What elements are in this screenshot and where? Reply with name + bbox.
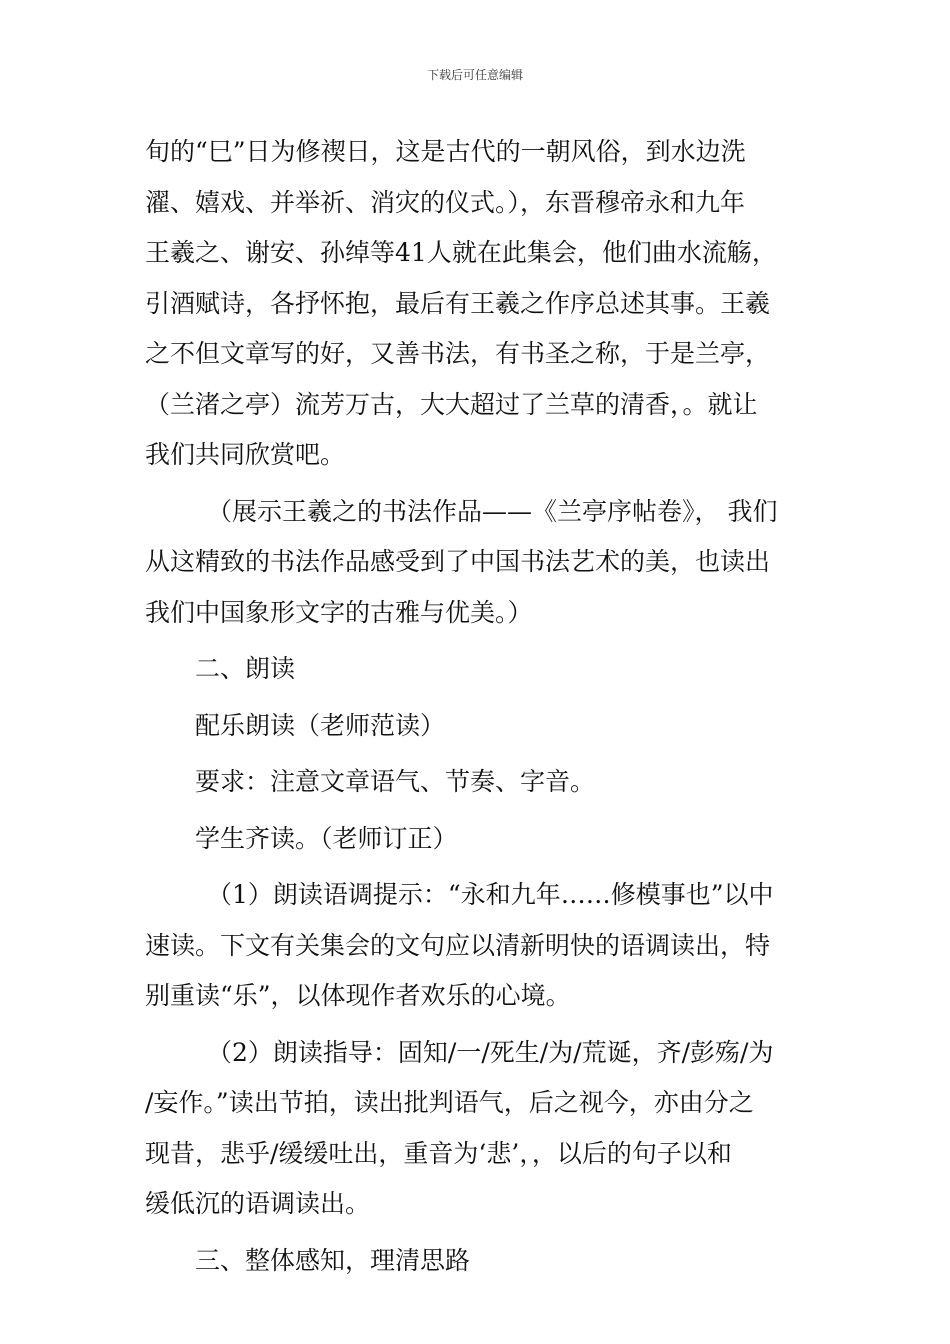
text-line: 王羲之、谢安、孙绰等41人就在此集会，他们曲水流觞， <box>145 238 777 267</box>
section-heading: 三、整体感知，理清思路 <box>195 1245 471 1275</box>
text-line: （1）朗读语调提示：“永和九年……修模事也”以中 <box>207 880 774 909</box>
text-line: （2）朗读指导：固知/一/死生/为/荒诞，齐/彭殇/为 <box>207 1037 774 1067</box>
text-line: 缓低沉的语调读出。 <box>145 1189 371 1218</box>
text-line: 我们中国象形文字的古雅与优美。） <box>145 597 533 627</box>
text-line: 濯、嬉戏、并举祈、消灾的仪式。），东晋穆帝永和九年 <box>145 187 746 217</box>
text-line: 引酒赋诗，各抒怀抱，最后有王羲之作序总述其事。王羲 <box>145 288 771 318</box>
text-line: 配乐朗读（老师范读） <box>195 710 446 740</box>
text-line: 我们共同欣赏吧。 <box>145 440 346 469</box>
section-heading: 二、朗读 <box>195 654 296 683</box>
text-line: 之不但文章写的好，又善书法，有书圣之称，于是兰亭， <box>145 339 771 368</box>
text-line: （展示王羲之的书法作品——《兰亭序帖卷》， 我们 <box>207 496 778 526</box>
text-line: 别重读“乐”，以体现作者欢乐的心境。 <box>145 981 571 1010</box>
text-line: （兰渚之亭）流芳万古，大大超过了兰草的清香，。就让 <box>145 389 758 419</box>
text-line: 现昔，悲乎/缓缓吐出，重音为‘悲’，，以后的句子以和 <box>145 1138 732 1168</box>
text-line: 要求：注意文章语气、节奏、字音。 <box>195 767 596 796</box>
text-line: 从这精致的书法作品感受到了中国书法艺术的美，也读出 <box>145 547 771 576</box>
document-body <box>145 127 810 1286</box>
text-line: 旬的“巳”日为修禊日，这是古代的一朝风俗，到水边洗 <box>145 137 746 166</box>
text-line: 速读。下文有关集会的文句应以清新明快的语调读出，特 <box>145 930 771 960</box>
text-line: /妄作。”读出节拍，读出批判语气，后之视今，亦由分之 <box>145 1088 754 1117</box>
page-header: 下载后可任意编辑 <box>426 68 523 82</box>
text-line: 学生齐读。（老师订正） <box>195 823 458 853</box>
